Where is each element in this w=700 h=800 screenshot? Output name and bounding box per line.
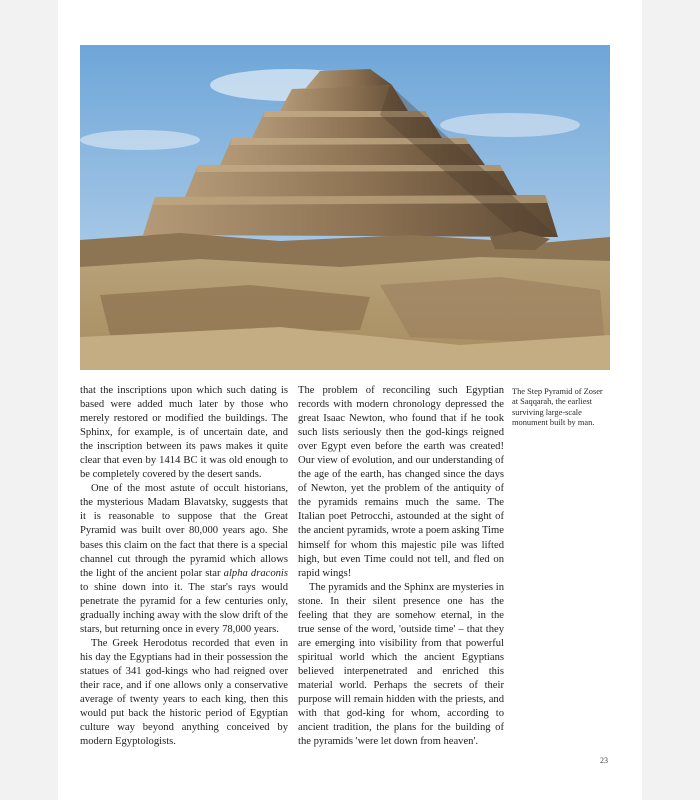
italic-term: alpha draconis: [223, 567, 288, 579]
paragraph: One of the most astute of occult historians, the mysterious Madam Blavatsky, suggests that it is reasonable to suppose that the Great Pyramid was built over 80,000 years ago. She bases this claim on the fact that there is a special channel cut through the pyramid which allows the light of the ancient polar star alpha draconis to shine down into it. The star's rays would penetrate the pyramid for a few centuries only, gradually inching away with the slow drift of the stars, but returning once in every 78,000 years.: [80, 483, 288, 635]
paragraph: The pyramids and the Sphinx are mysteries in stone. In their silent presence one has the feeling that they are somehow eternal, in the true sense of the word, 'outside time' – that they are emerging into visibility from that powerful spiritual world which the ancient Egyptians believed interpenetrated and enriched this material world. Perhaps the secrets of their purpose will remain hidden with the priests, and with that god-king for whom, according to ancient tradition, the plans for the building of the pyramids 'were let down from heaven'.: [298, 581, 504, 748]
page-number: 23: [600, 756, 608, 765]
paragraph: that the inscriptions upon which such dating is based were added much later by those who merely restored or modified the buildings. The Sphinx, for example, is of uncertain date, and the inscription between its paws makes it quite clear that even by 1414 BC it was old enough to be completely covered by the desert sands.: [80, 385, 288, 481]
paragraph: The problem of reconciling such Egyptian records with modern chronology depressed the great Isaac Newton, who found that if he took such lists seriously then the god-kings reigned over Egypt even before the earth was created! Our view of evolution, and our understanding of the age of the earth, has changed since the days of Newton, yet the problem of the antiquity of the pyramids remains much the same. The Italian poet Petrocchi, astounded at the sight of the ancient pyramids, wrote a poem asking Time himself for whom this majestic pile was lifted high, but even Time could not tell, and fled on rapid wings!: [298, 385, 504, 579]
photo-caption: The Step Pyramid of Zoser at Saqqarah, the earliest surviving large-scale monument built by man.: [512, 387, 603, 428]
step-pyramid-photo: [80, 45, 610, 370]
text-column-left: [80, 384, 288, 749]
paragraph: The Greek Herodotus recorded that even in his day the Egyptians had in their possession the statues of 341 god-kings who had reigned over their race, and if one allows only a conservative average of twenty years to each king, then this would put back the historic period of Egyptian culture way beyond anything conceived by modern Egyptologists.: [80, 637, 288, 748]
step-pyramid-illustration: [80, 45, 610, 370]
book-page: [58, 0, 642, 800]
text-column-middle: [298, 384, 504, 749]
